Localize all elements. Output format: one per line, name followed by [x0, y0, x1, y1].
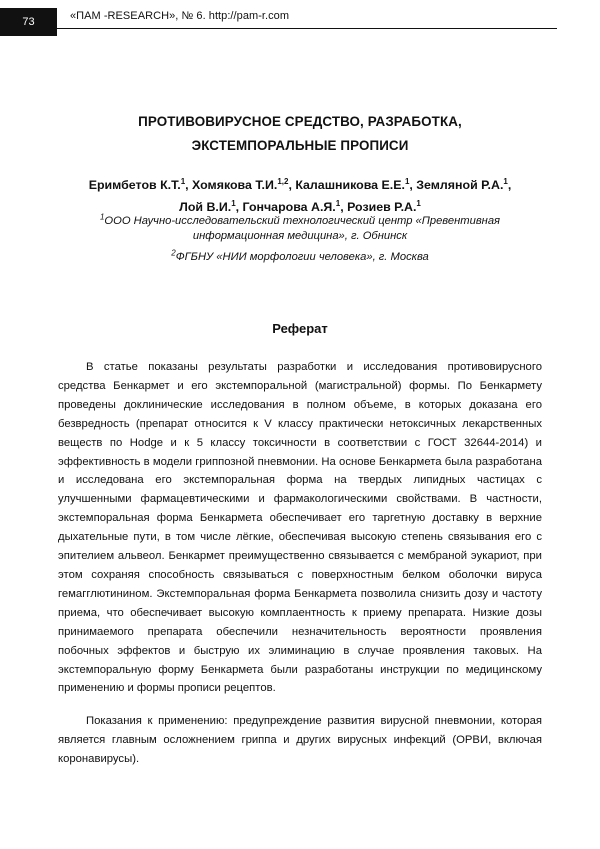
affiliation-mark: 1: [99, 212, 105, 222]
author-name: Калашникова Е.Е.: [295, 178, 405, 192]
author-affiliation-mark: 1: [404, 176, 410, 186]
affiliation-line: ООО Научно-исследовательский технологический центр «Превентивная: [104, 215, 501, 227]
author-list: [60, 174, 540, 218]
affiliation-1: [60, 214, 540, 244]
article-title: [60, 110, 540, 158]
author-affiliation-mark: 1: [231, 198, 236, 208]
affiliation-line: информационная медицина», г. Обнинск: [192, 230, 408, 242]
author-name: Гончарова А.Я.: [242, 200, 336, 214]
author-affiliation-mark: 1: [180, 176, 186, 186]
author-affiliation-mark: 1: [416, 198, 421, 208]
affiliation-line: ФГБНУ «НИИ морфологии человека», г. Москва: [175, 251, 429, 263]
author-name: Хомякова Т.И.: [192, 178, 278, 192]
author-separator: ,: [235, 200, 243, 214]
author-separator: ,: [185, 178, 193, 192]
journal-reference: «ПАМ -RESEARCH», № 6. http://pam-r.com: [70, 10, 290, 22]
author-name: Розиев Р.А.: [347, 200, 417, 214]
authors-line-1: [60, 174, 540, 196]
author-affiliation-mark: 1,2: [277, 176, 289, 186]
page-header: [0, 0, 600, 36]
section-heading: Реферат: [272, 321, 328, 336]
indications-paragraph: Показания к применению: предупреждение развития вирусной пневмонии, которая является главным осложнением гриппа и других вирусных инфекций (ОРВИ, включая коронавирусы).: [58, 715, 542, 765]
author-name: Еримбетов К.Т.: [88, 178, 181, 192]
author-name: Лой В.И.: [179, 200, 232, 214]
author-affiliation-mark: 1: [335, 198, 341, 208]
affiliation-2: [60, 250, 540, 265]
author-separator: ,: [288, 178, 296, 192]
author-affiliation-mark: 1: [503, 176, 508, 186]
abstract-paragraph: В статье показаны результаты разработки и исследования противовирусного средства Бенкармет и его экстемпоральной (магистральной) формы. По Бенкармету проведены доклинические исследования в полном объеме, в которых доказана его безвредность (препарат относится к V классу практически нетоксичных лекарственных веществ по Hodge и к 5 классу токсичности в соответствии с ГОСТ 32644-2014) и эффективность в модели гриппозной пневмонии. На основе Бенкармета была разработана и исследована его экстемпоральная форма на твердых липидных частицах с улучшенными фармацевтическими и фармакологическими свойствами. В частности, экстемпоральная форма Бенкармета обеспечивает его таргетную доставку в верхние дыхательные пути, в том числе лёгкие, обеспечивая высокую степень связывания его с эпителием альвеол. Бенкармет преимущественно связывается с мембраной эукариот, при этом сохраняя способность связываться с поверхностным белком оболочки вируса гемагглютинином. Экстемпоральная форма Бенкармета позволила снизить дозу и частоту приема, что обеспечивает высокую комплаентность к приему препарата. Низкие дозы принимаемого препарата обеспечили незначительность вероятности проявления побочных эффектов и быструю их элиминацию в случае проявления таковых. На экстемпоральную форму Бенкармета были разработаны инструкции по медицинскому применению и формы прописи рецептов.: [58, 361, 542, 695]
author-separator: ,: [507, 178, 512, 192]
title-line-2: ЭКСТЕМПОРАЛЬНЫЕ ПРОПИСИ: [191, 138, 409, 153]
title-line-1: ПРОТИВОВИРУСНОЕ СРЕДСТВО, РАЗРАБОТКА,: [138, 114, 462, 129]
author-separator: ,: [340, 200, 348, 214]
affiliation-mark: 2: [171, 248, 176, 258]
header-divider: [57, 28, 557, 29]
author-separator: ,: [409, 178, 417, 192]
page-number: 73: [0, 8, 57, 36]
author-name: Земляной Р.А.: [416, 178, 504, 192]
